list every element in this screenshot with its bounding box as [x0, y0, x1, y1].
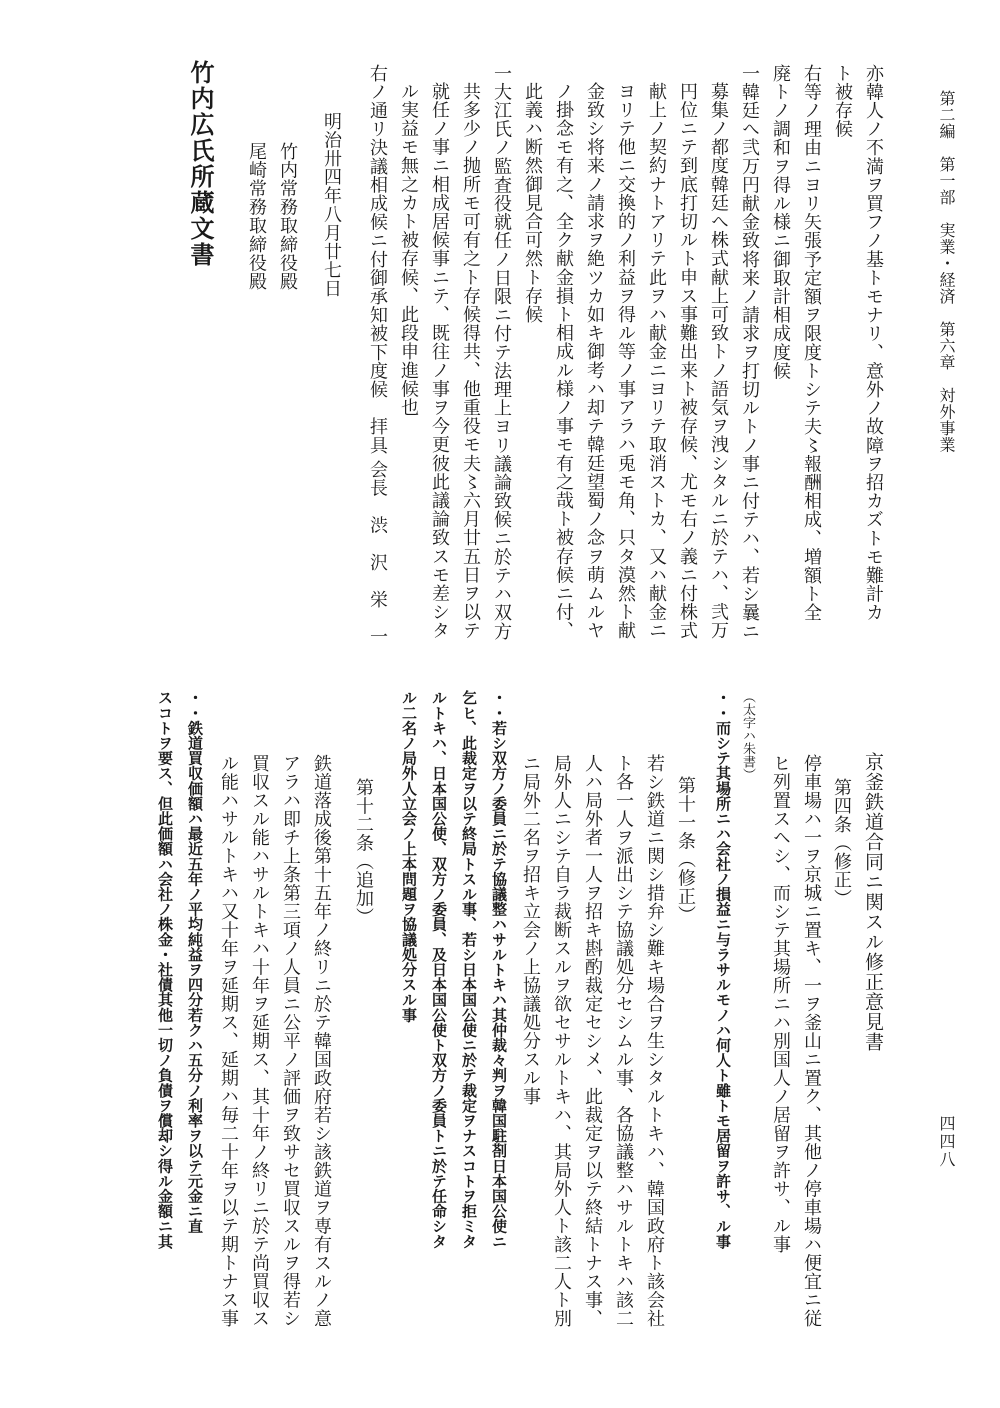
text-line: 若シ鉄道ニ関シ措弁シ難キ場合ヲ生シタルトキハ、韓国政府ト該会社 — [644, 754, 665, 1328]
red-ink-text: ル二名ノ局外人立会ノ上本問題ヲ協議処分スル事 — [400, 690, 418, 1023]
article-heading: 第十一条（修正） — [675, 776, 696, 924]
text-line: 買収スル能ハサルトキハ十年ヲ延期ス、其十年ノ終リニ於テ尚買収ス — [249, 754, 270, 1328]
text-line: 亦韓人ノ不満ヲ買フノ基トモナリ、意外ノ故障ヲ招カズトモ難計カ — [863, 64, 884, 622]
text-line: 金致シ将来ノ請求ヲ絶ツカ如キ御考ハ却テ韓廷望蜀ノ念ヲ萌ムルヤ — [584, 82, 605, 640]
red-ink-text: ・・鉄道買収価額ハ最近五年ノ平均純益ヲ四分若クハ五分ノ利率ヲ以テ元金ニ直 — [186, 690, 204, 1234]
text-line: 右等ノ理由ニヨリ矢張予定額ヲ限度トシテ夫〻報酬相成、増額ト全 — [801, 64, 822, 622]
text-line: 停車場ハ一ヲ京城ニ置キ、一ヲ釜山ニ置ク、其他ノ停車場ハ便宜ニ従 — [801, 754, 822, 1328]
red-ink-text: スコトヲ要ス、但此価額ハ会社ノ株金・社債其他一切ノ負債ヲ償却シ得ル金額ニ其 — [156, 690, 174, 1249]
text-line: 廃トノ調和ヲ得ル様ニ御取計相成度候 — [770, 64, 791, 381]
text-line: 局外人ニシテ自ラ裁断スルヲ欲セサルトキハ、其局外人ト該二人ト別 — [551, 754, 572, 1328]
text-line: 円位ニテ到底打切ルト申ス事難出来ト被存候、尤モ右ノ義ニ付株式 — [677, 82, 698, 640]
date-line: 明治卅四年八月廿七日 — [321, 112, 342, 298]
article-heading: 第四条（修正） — [831, 778, 852, 908]
page-number: 四四八 — [937, 1115, 956, 1169]
text-line: 募集ノ都度韓廷へ株式献上可致トノ語気ヲ洩シタルニ於テハ、弐万 — [708, 82, 729, 640]
red-ink-text: ルトキハ、日本国公使、双方ノ委員、及日本国公使ト双方ノ委員トニ於テ任命シタ — [430, 690, 448, 1249]
red-ink-text: 乞ヒ、此裁定ヲ以テ終局トスル事、若シ日本国公使ニ於テ裁定ヲナスコトヲ拒ミタ — [460, 690, 478, 1249]
text-line: アラハ即チ上条第三項ノ人員ニ公平ノ評価ヲ致サセ買収スルヲ得若シ — [280, 754, 301, 1328]
collection-source: 竹内広氏所蔵文書 — [186, 60, 215, 268]
text-line: ル実益モ無之カト被存候、此段申進候也 — [398, 82, 419, 417]
text-line: ヒ列置スヘシ、而シテ其場所ニハ別国人ノ居留ヲ許サ、ル事 — [770, 754, 791, 1254]
text-line: 共多少ノ抛所モ可有之ト存候得共、他重役モ夫〻六月廿五日ヲ以テ — [460, 82, 481, 640]
text-line: 右ノ通リ決議相成候ニ付御承知被下度候 拝具 — [367, 64, 388, 455]
text-line: 就任ノ事ニ相成居候事ニテ、既往ノ事ヲ今更彼此議論致スモ差シタ — [429, 82, 450, 640]
text-line: 一大江氏ノ監査役就任ノ日限ニ付テ法理上ヨリ議論致候ニ於テハ双方 — [491, 64, 512, 641]
article-heading: 第十二条（追加） — [353, 778, 374, 926]
text-line: 献上ノ契約ナトアリテ此ヲハ献金ニヨリテ取消ストカ、又ハ献金ニ — [646, 82, 667, 640]
text-line: 此義ハ断然御見合可然ト存候 — [522, 82, 543, 324]
red-ink-text: ・・而シテ其場所ニハ会社ノ損益ニ与ラサルモノハ何人ト雖トモ居留ヲ許サ、ル事 — [714, 690, 732, 1249]
text-line: ヨリテ他ニ交換的ノ利益ヲ得ル等ノ事アラハ兎モ角、只タ漠然ト献 — [615, 82, 636, 640]
text-line: 鉄道落成後第十五年ノ終リニ於テ韓国政府若シ該鉄道ヲ専有スルノ意 — [311, 754, 332, 1328]
document-title: 京釜鉄道合同ニ関スル修正意見書 — [862, 752, 884, 1052]
running-header: 第二編 第一部 実業・経済 第六章 対外事業 — [937, 90, 956, 453]
signature: 会長 渋 沢 栄 一 — [367, 460, 388, 646]
text-line: ル能ハサルトキハ又十年ヲ延期ス、延期ハ毎二十年ヲ以テ期トナス事 — [218, 754, 239, 1328]
editorial-note: （太字ハ朱書） — [740, 690, 755, 781]
addressee-line: 尾崎常務取締役殿 — [246, 142, 267, 291]
text-line: ニ局外二名ヲ招キ立会ノ上協議処分スル事 — [520, 754, 541, 1106]
text-line: 人ハ局外者一人ヲ招キ斟酌裁定セシメ、此裁定ヲ以テ終結トナス事、 — [582, 754, 603, 1328]
text-line: ト被存候 — [832, 64, 853, 139]
red-ink-text: ・・若シ双方ノ委員ニ於テ協議整ハサルトキハ其仲裁々判ヲ韓国駐剳日本国公使ニ — [490, 690, 508, 1249]
text-line: ト各一人ヲ派出シテ協議処分セシムル事、各協議整ハサルトキハ該二 — [613, 754, 634, 1328]
text-line: ノ掛念モ有之、全ク献金損ト相成ル様ノ事モ有之哉ト被存候ニ付、 — [553, 82, 574, 640]
addressee-line: 竹内常務取締役殿 — [277, 142, 298, 291]
text-line: 一韓廷へ弐万円献金致将来ノ請求ヲ打切ルトノ事ニ付テハ、若シ曩ニ — [739, 64, 760, 641]
